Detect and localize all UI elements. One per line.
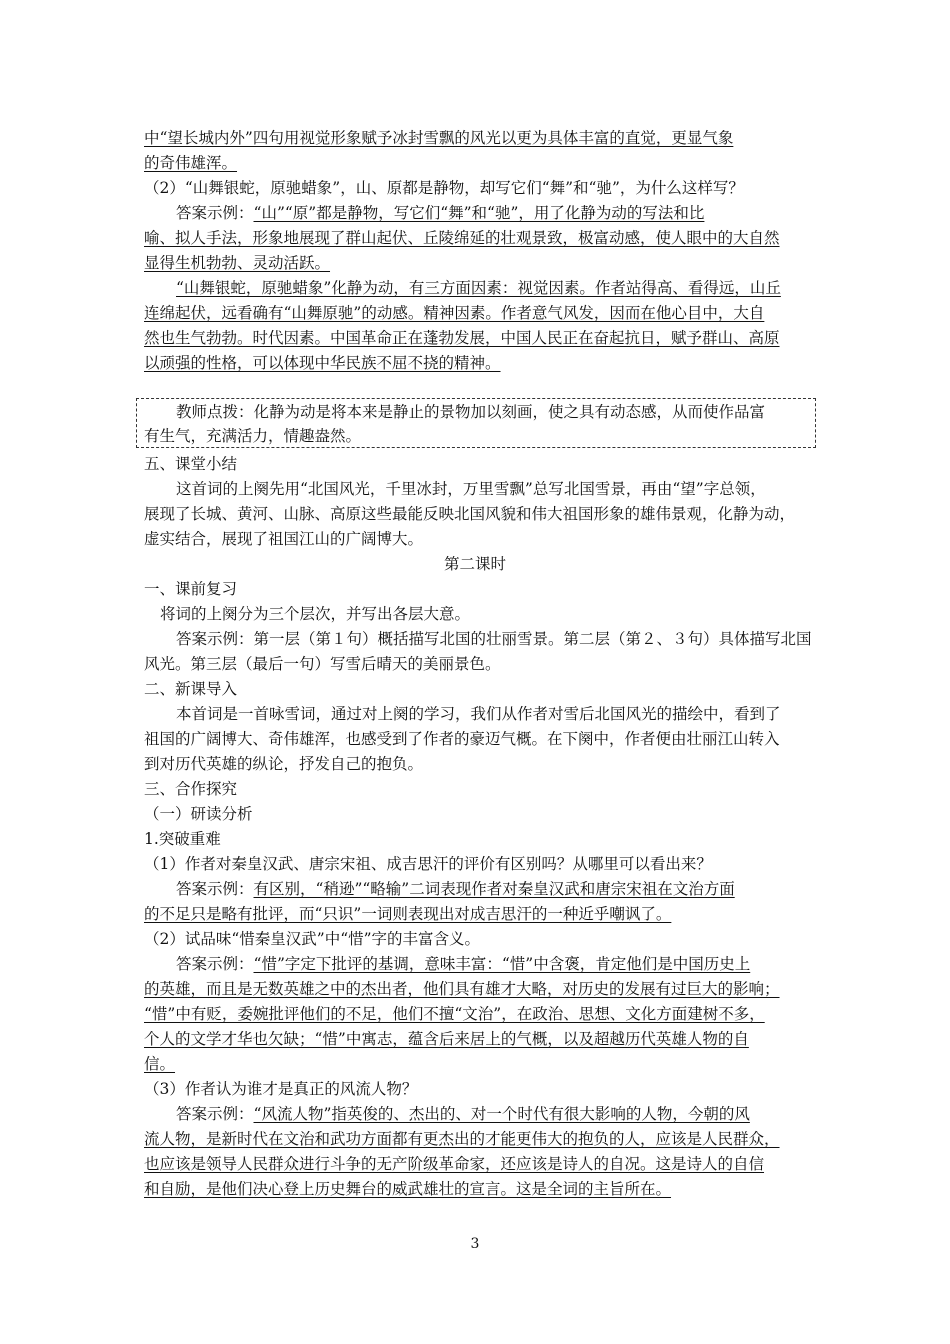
answer-line [176,952,750,977]
answer-prefix: 答案示例： [176,880,254,898]
section-heading: 三、合作探究 [144,780,238,798]
text-line: 的不足只是略有批评，而“只识”一词则表现出对成吉思汗的一种近乎嘲讽了。 [144,905,672,923]
text-line: 答案示例：第一层（第１句）概括描写北国的壮丽雪景。第二层（第２、３句）具体描写北国 [176,630,812,648]
question-line: （2）试品味“惜秦皇汉武”中“惜”字的丰富含义。 [144,930,481,948]
text-line: 本首词是一首咏雪词，通过对上阕的学习，我们从作者对雪后北国风光的描绘中，看到了 [176,705,781,723]
text-line: 祖国的广阔博大、奇伟雄浑，也感受到了作者的豪迈气概。在下阕中，作者便由壮丽江山转入 [144,730,780,748]
teacher-tip-line: 有生气，充满活力，情趣盎然。 [144,427,362,445]
text-line: 也应该是领导人民群众进行斗争的无产阶级革命家，还应该是诗人的自况。这是诗人的自信 [144,1155,765,1173]
text-line: 和自励，是他们决心登上历史舞台的威武雄壮的宣言。这是全词的主旨所在。 [144,1180,672,1198]
text-line: 将词的上阕分为三个层次，并写出各层大意。 [160,605,471,623]
section-heading: 五、课堂小结 [144,455,238,473]
question-line: （1）作者对秦皇汉武、唐宗宋祖、成吉思汗的评价有区别吗？从哪里可以看出来？ [144,855,712,873]
subsection-heading: （一）研读分析 [144,805,253,823]
text-line: 这首词的上阕先用“北国风光，千里冰封，万里雪飘”总写北国雪景，再由“望”字总领， [176,480,766,498]
answer-text: “山”“原”都是静物，写它们“舞”和“驰”，用了化静为动的写法和比 [253,204,705,222]
page-number: 3 [470,1236,480,1252]
section-heading: 二、新课导入 [144,680,238,698]
text-line: 展现了长城、黄河、山脉、高原这些最能反映北国风貌和伟大祖国形象的雄伟景观，化静为动， [144,505,796,523]
lesson-title: 第二课时 [443,555,506,573]
text-line: “山舞银蛇，原驰蜡象”化静为动，有三方面因素：视觉因素。作者站得高、看得远，山丘 [176,279,781,297]
text-line: 显得生机勃勃、灵动活跃。 [144,254,331,272]
answer-text: “风流人物”指英俊的、杰出的、对一个时代有很大影响的人物，今朝的风 [253,1105,750,1123]
question-line: （3）作者认为谁才是真正的风流人物？ [144,1080,418,1098]
answer-text: “惜”字定下批评的基调，意味丰富：“惜”中含褒，肯定他们是中国历史上 [253,955,751,973]
section-heading: 一、课前复习 [144,580,238,598]
text-line: 连绵起伏，远看确有“山舞原驰”的动感。精神因素。作者意气风发，因而在他心目中，大自 [144,304,765,322]
subsection-heading: 1.突破重难 [144,830,221,848]
question-line: （2）“山舞银蛇，原驰蜡象”，山、原都是静物，却写它们“舞”和“驰”，为什么这样写？ [144,179,744,197]
text-line: 个人的文学才华也欠缺；“惜”中寓志，蕴含后来居上的气概，以及超越历代英雄人物的自 [144,1030,749,1048]
text-line: 以顽强的性格，可以体现中华民族不屈不挠的精神。 [144,354,501,372]
text-line: “惜”中有贬，委婉批评他们的不足，他们不擅“文治”，在政治、思想、文化方面建树不多， [144,1005,765,1023]
answer-text: 有区别，“稍逊”“略输”二词表现作者对秦皇汉武和唐宗宋祖在文治方面 [253,880,735,898]
teacher-tip-line: 教师点拨：化静为动是将本来是静止的景物加以刻画，使之具有动态感，从而使作品富 [176,403,766,421]
text-line: 中“望长城内外”四句用视觉形象赋予冰封雪飘的风光以更为具体丰富的直觉，更显气象 [144,129,734,147]
text-line: 流人物，是新时代在文治和武功方面都有更杰出的才能更伟大的抱负的人，应该是人民群众， [144,1130,780,1148]
answer-prefix: 答案示例： [176,955,254,973]
answer-line [176,877,735,902]
text-line: 然也生气勃勃。时代因素。中国革命正在蓬勃发展，中国人民正在奋起抗日，赋予群山、高原 [144,329,780,347]
text-line: 虚实结合，展现了祖国江山的广阔博大。 [144,530,424,548]
answer-line [176,201,704,226]
text-line: 喻、拟人手法，形象地展现了群山起伏、丘陵绵延的壮观景致，极富动感，使人眼中的大自然 [144,229,780,247]
answer-line [176,1102,750,1127]
answer-prefix: 答案示例： [176,1105,254,1123]
text-line: 到对历代英雄的纵论，抒发自己的抱负。 [144,755,424,773]
text-line: 信。 [144,1055,176,1073]
text-line: 的奇伟雄浑。 [144,154,238,172]
answer-prefix: 答案示例： [176,204,254,222]
text-line: 风光。第三层（最后一句）写雪后晴天的美丽景色。 [144,655,501,673]
text-line: 的英雄，而且是无数英雄之中的杰出者，他们具有雄才大略，对历史的发展有过巨大的影响； [144,980,780,998]
